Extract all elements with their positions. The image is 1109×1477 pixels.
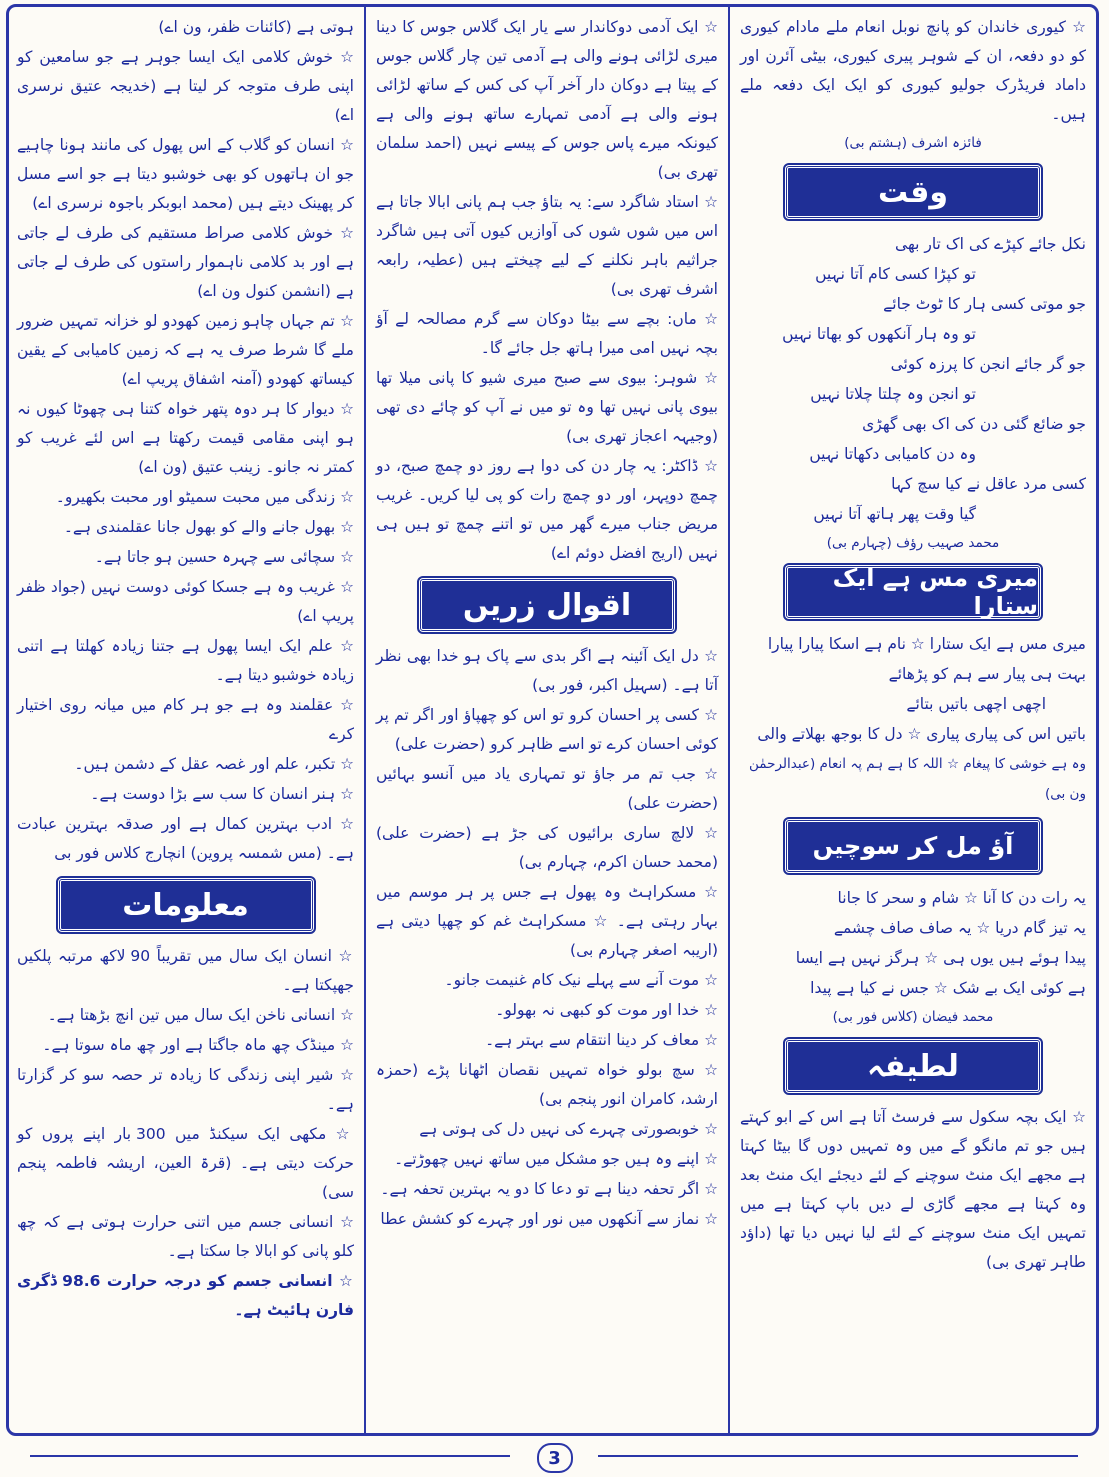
poem-line: ہے کوئی ایک بے شک ☆ جس نے کیا ہے پیدا (810, 979, 1086, 997)
poem-line: تو وہ ہار آنکھوں کو بھاتا نہیں (782, 325, 976, 343)
quote-item: ☆ کسی پر احسان کرو تو اس کو چھپاؤ اور اگر تم پر کوئی احسان کرے تو اسے ظاہر کرو (حضرت علی) (376, 706, 718, 753)
waqt-poem (740, 229, 1086, 529)
page-number: 3 (537, 1443, 573, 1473)
left-column (9, 7, 366, 1433)
poem-line: جو گر جائے انجن کا پرزہ کوئی (890, 355, 1086, 373)
joke-paragraph: ☆ استاد شاگرد سے: یہ بتاؤ جب ہم پانی ابالا جاتا ہے اس میں شوں شوں کی آوازیں کیوں آتی ہیں شاگرد جراثیم باہر نکلنے کے لیے چیختے ہیں (عطیہ، رابعہ اشرف تھری بی) (376, 193, 718, 298)
joke-paragraph: ☆ ڈاکٹر: یہ چار دن کی دوا ہے روز دو چمچ صبح، دو چمچ دوپہر، اور دو چمچ رات کو پی لیا کریں۔ غریب مریض جناب میرے گھر میں تو اتنے چمچ تو ہیں ہی نہیں (اریج افضل دوئم اے) (376, 457, 718, 562)
quote-item: ☆ نماز سے آنکھوں میں نور اور چہرے کو کشش عطا (380, 1210, 718, 1228)
saying-item: ☆ غریب وہ ہے جسکا کوئی دوست نہیں (جواد ظفر پریپ اے) (17, 578, 354, 625)
saying-item: ☆ خوش کلامی ایک ایسا جوہر ہے جو سامعین کو اپنی طرف متوجہ کر لیتا ہے (خدیجہ عتیق نرسری اے) (17, 48, 354, 124)
quote-item: ☆ اگر تحفہ دینا ہے تو دعا کا دو یہ بہترین تحفہ ہے۔ (380, 1180, 718, 1198)
aqwal-title-banner: اقوال زریں (419, 578, 675, 632)
poem-line: جو ضائع گئی دن کی اک بھی گھڑی (862, 415, 1086, 433)
curie-paragraph: ☆ کیوری خاندان کو پانچ نوبل انعام ملے مادام کیوری کو دو دفعہ، ان کے شوہر پیری کیوری، بیٹی آئرن اور داماد فریڈرک جولیو کیوری کو ایک ایک دفعہ ملے ہیں۔ (740, 18, 1086, 123)
maloomat-title-banner: معلومات (58, 878, 314, 932)
quote-item: ☆ لالچ ساری برائیوں کی جڑ ہے (حضرت علی) (محمد حسان اکرم، چہارم بی) (376, 824, 718, 871)
quote-item: ☆ جب تم مر جاؤ تو تمہاری یاد میں آنسو بہائیں (حضرت علی) (376, 765, 718, 812)
saying-item: ☆ زندگی میں محبت سمیٹو اور محبت بکھیرو۔ (55, 488, 354, 506)
poem-line: یہ تیز گام دریا ☆ یہ صاف صاف چشمے (833, 919, 1086, 937)
poem-line: نکل جائے کپڑے کی اک تار بھی (895, 235, 1086, 253)
aao-credit: محمد فیضان (کلاس فور بی) (832, 1009, 994, 1025)
saying-item: ☆ ہنر انسان کا سب سے بڑا دوست ہے۔ (90, 785, 354, 803)
saying-item: ہوتی ہے (کائنات ظفر، ون اے) (158, 18, 354, 36)
poem-line: پیدا ہوئے ہیں یوں ہی ☆ ہرگز نہیں ہے ایسا (795, 949, 1086, 967)
waqt-credit: محمد صہیب رؤف (چہارم بی) (826, 535, 1000, 551)
quote-item: ☆ معاف کر دینا انتقام سے بہتر ہے۔ (485, 1031, 718, 1049)
poem-line: گیا وقت پھر ہاتھ آتا نہیں (813, 505, 976, 523)
poem-line: بہت ہی پیار سے ہم کو پڑھائے (888, 665, 1086, 683)
poem-line: جو موتی کسی ہار کا ٹوٹ جائے (883, 295, 1086, 313)
middle-column (368, 7, 730, 1433)
fact-item: ☆ انسانی ناخن ایک سال میں تین انچ بڑھتا ہے۔ (47, 1006, 354, 1024)
latifa-paragraph: ☆ ایک بچہ سکول سے فرسٹ آتا ہے اس کے ابو کہتے ہیں جو تم مانگو گے میں وہ تمہیں دوں گا بیٹا کہتا ہے مجھے ایک منٹ سوچنے کے لئے دیجئے ایک منٹ بعد وہ کہتا ہے مجھے گاڑی لے دیں باپ کہتا ہے میں تمہیں ایک منٹ سوچنے کے لئے لیا نہیں دیا تھا (داؤد طاہر تھری بی) (740, 1108, 1086, 1271)
fact-item: ☆ مینڈک چھ ماہ جاگتا ہے اور چھ ماہ سوتا ہے۔ (42, 1036, 354, 1054)
fact-item: ☆ انسانی جسم کو درجہ حرارت 98.6 ڈگری فارن ہائیٹ ہے۔ (17, 1272, 354, 1319)
saying-item: ☆ عقلمند وہ ہے جو ہر کام میں میانہ روی اختیار کرے (17, 696, 354, 743)
quote-item: ☆ موت آنے سے پہلے نیک کام غنیمت جانو۔ (444, 971, 718, 989)
poem-line: باتیں اس کی پیاری پیاری ☆ دل کا بوجھ بھلاتے والی (757, 725, 1086, 743)
waqt-title-banner: وقت (785, 165, 1041, 219)
fact-item: ☆ مکھی ایک سیکنڈ میں 300 بار اپنے پروں کو حرکت دیتی ہے۔ (قرۃ العین، اریشہ فاطمہ پنجم سی) (17, 1125, 354, 1201)
joke-paragraph: ☆ شوہر: بیوی سے صبح میری شیو کا پانی میلا تھا بیوی پانی نہیں تھا وہ تو میں نے آپ کو چائے دی تھی (وجیہہ اعجاز تھری بی) (376, 369, 718, 445)
aao-title-banner: آؤ مل کر سوچیں (785, 819, 1041, 873)
quote-item: ☆ سچ بولو خواہ تمہیں نقصان اٹھانا پڑے (حمزہ ارشد، کامران انور پنجم بی) (376, 1061, 718, 1108)
poem-line: وہ دن کامیابی دکھاتا نہیں (809, 445, 976, 463)
quote-item: ☆ اپنے وہ ہیں جو مشکل میں ساتھ نہیں چھوڑتے۔ (394, 1150, 718, 1168)
joke-paragraph: ☆ ماں: بچے سے بیٹا دوکان سے گرم مصالحہ لے آؤ بچہ نہیں امی میرا ہاتھ جل جائے گا۔ (376, 310, 718, 357)
poem-line: یہ رات دن کا آنا ☆ شام و سحر کا جانا (837, 889, 1086, 907)
saying-item: ☆ تکبر، علم اور غصہ عقل کے دشمن ہیں۔ (74, 755, 354, 773)
fact-item: ☆ انسانی جسم میں اتنی حرارت ہوتی ہے کہ چھ کلو پانی کو ابالا جا سکتا ہے۔ (17, 1213, 354, 1260)
fact-item: ☆ شیر اپنی زندگی کا زیادہ تر حصہ سو کر گزارتا ہے۔ (17, 1066, 354, 1113)
miss-poem (740, 629, 1086, 809)
page-frame (6, 4, 1099, 1436)
saying-item: ☆ تم جہاں چاہو زمین کھودو لو خزانہ تمہیں ضرور ملے گا شرط صرف یہ ہے کہ زمین کامیابی کے یقین کیساتھ کھودو (آمنہ اشفاق پریپ اے) (17, 312, 354, 388)
poem-line: تو انجن وہ چلتا چلاتا نہیں (810, 385, 976, 403)
saying-item: ☆ سچائی سے چہرہ حسین ہو جاتا ہے۔ (94, 548, 354, 566)
poem-line: وہ ہے خوشی کا پیغام ☆ اللہ کا ہے ہم پہ انعام (عبدالرحمٰن ون بی) (749, 756, 1086, 802)
quote-item: ☆ خدا اور موت کو کبھی نہ بھولو۔ (495, 1001, 718, 1019)
right-column (732, 7, 1096, 1433)
quote-item: ☆ دل ایک آئینہ ہے اگر بدی سے پاک ہو خدا بھی نظر آتا ہے۔ (سہیل اکبر، فور بی) (376, 647, 718, 694)
miss-title-banner: میری مس ہے ایک ستارا (785, 565, 1041, 619)
poem-line: میری مس ہے ایک ستارا ☆ نام ہے اسکا پیارا پیارا (767, 635, 1086, 653)
saying-item: ☆ خوش کلامی صراط مستقیم کی طرف لے جاتی ہے اور بد کلامی ناہموار راستوں کی طرف لے جاتی ہے (انشمن کنول ون اے) (17, 224, 354, 300)
poem-line: کسی مرد عاقل نے کیا سچ کہا (891, 475, 1086, 493)
page-footer (0, 1443, 1109, 1473)
saying-item: ☆ انسان کو گلاب کے اس پھول کی مانند ہونا چاہیے جو ان ہاتھوں کو بھی خوشبو دیتا ہے جو اسے مسل کر پھینک دیتے ہیں (محمد ابوبکر باجوہ نرسری اے) (17, 136, 354, 212)
poem-line: اچھی اچھی باتیں بتائے (906, 695, 1046, 713)
fact-item: ☆ انسان ایک سال میں تقریباً 90 لاکھ مرتبہ پلکیں جھپکتا ہے۔ (17, 947, 354, 994)
joke-paragraph: ☆ ایک آدمی دوکاندار سے یار ایک گلاس جوس کا دینا میری لڑائی ہونے والی ہے آدمی تین چار گلاس جوس کے پیتا ہے دوکان دار آخر آپ کی کس کے ساتھ لڑائی ہونے والی ہے آدمی تمہارے ساتھ ہونے والی ہے کیونکہ میرے پاس جوس کے پیسے نہیں (احمد سلمان تھری بی) (376, 18, 718, 181)
saying-item: ☆ علم ایک ایسا پھول ہے جتنا زیادہ کھلتا ہے اتنی زیادہ خوشبو دیتا ہے۔ (17, 637, 354, 684)
quote-item: ☆ مسکراہٹ وہ پھول ہے جس پر ہر موسم میں بہار رہتی ہے۔ ☆ مسکراہٹ غم کو چھپا دیتی ہے (اریبہ اصغر چہارم بی) (376, 883, 718, 959)
poem-line: تو کپڑا کسی کام آتا نہیں (815, 265, 976, 283)
aao-poem (740, 883, 1086, 1003)
curie-credit: فائزہ اشرف (ہشتم بی) (844, 135, 982, 151)
saying-item: ☆ دیوار کا ہر دوہ پتھر خواہ کتنا ہی چھوٹا کیوں نہ ہو اپنی مقامی قیمت رکھتا ہے اس لئے غریب کو کمتر نہ جانو۔ زینب عتیق (ون اے) (17, 400, 354, 476)
saying-item: ☆ ادب بہترین کمال ہے اور صدقہ بہترین عبادت ہے۔ (مس شمسہ پروین) انچارج کلاس فور بی (17, 815, 354, 862)
saying-item: ☆ بھول جانے والے کو بھول جانا عقلمندی ہے۔ (63, 518, 354, 536)
quote-item: ☆ خوبصورتی چہرے کی نہیں دل کی ہوتی ہے (419, 1120, 718, 1138)
latifa-title-banner: لطیفہ (785, 1039, 1041, 1093)
